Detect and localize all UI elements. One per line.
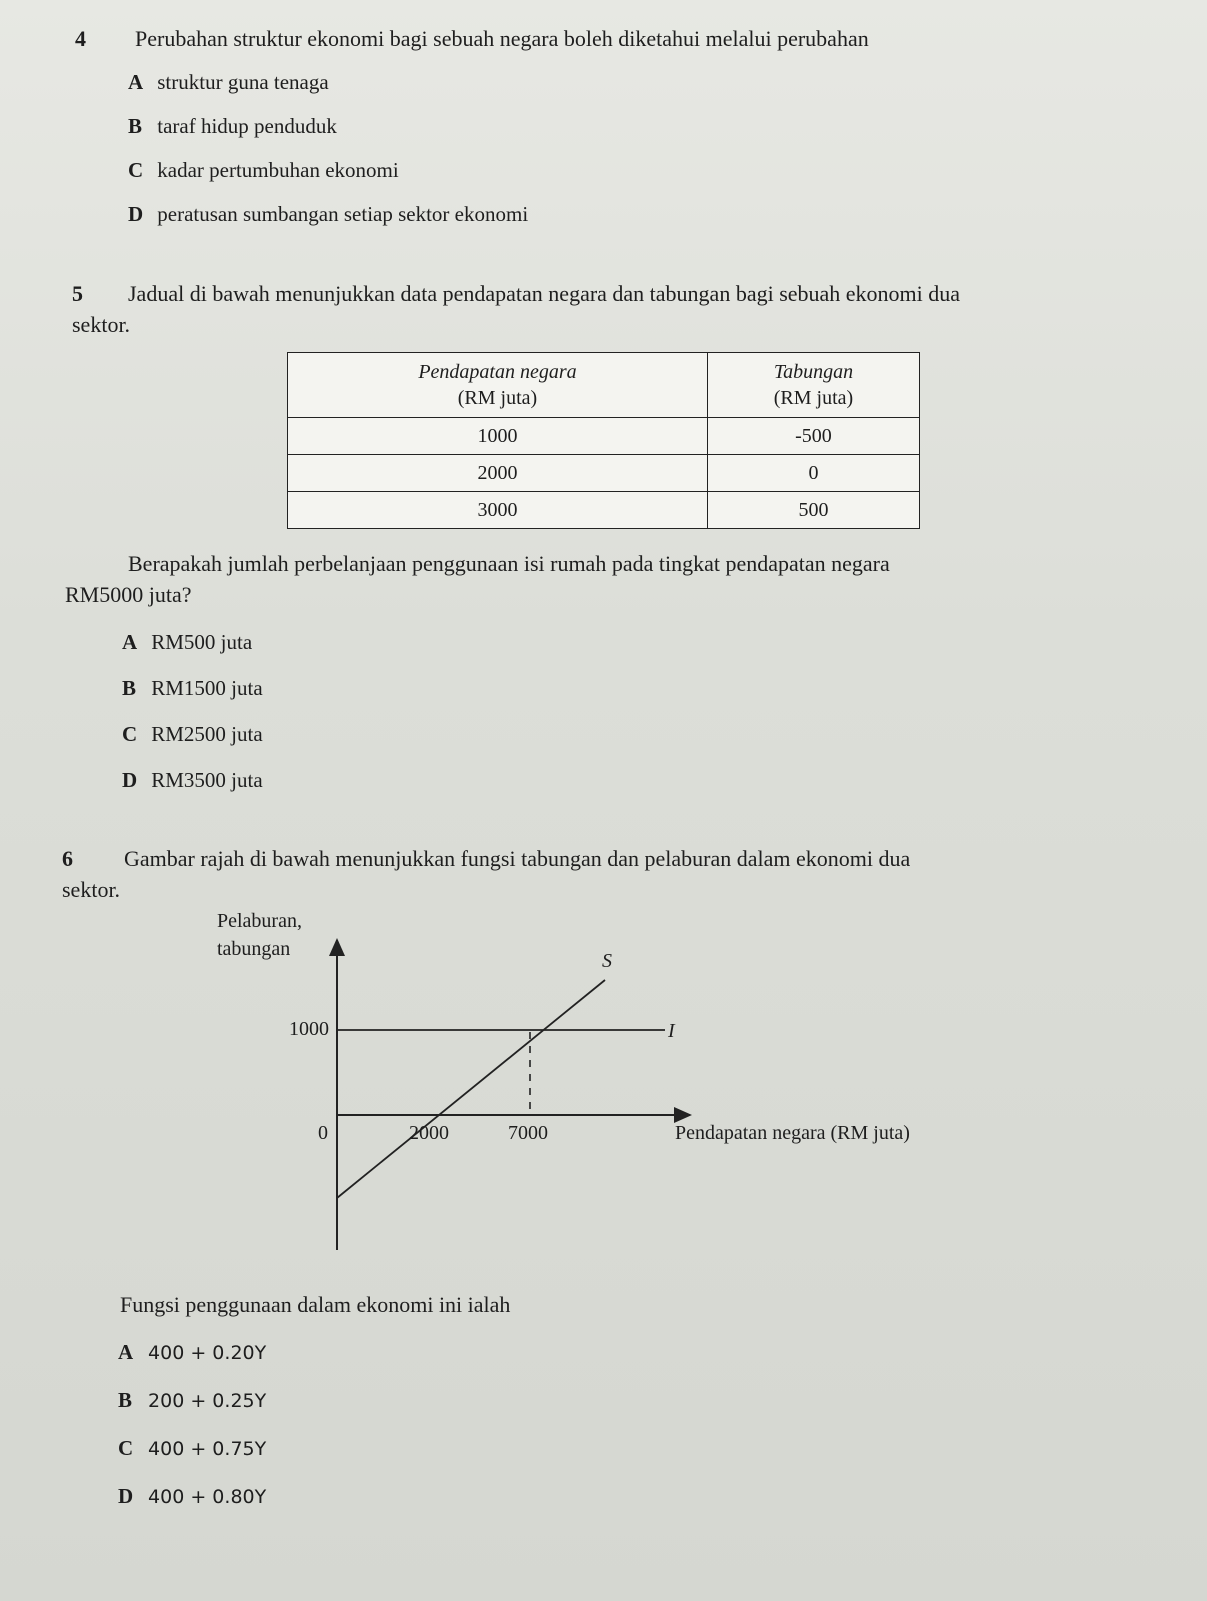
q6-option-a[interactable] — [118, 1340, 266, 1365]
y-tick-label: 1000 — [289, 1018, 329, 1040]
q5-option-b-text: RM1500 juta — [151, 676, 263, 700]
q6-option-b-letter: B — [118, 1388, 133, 1412]
q5-option-c-letter: C — [122, 722, 138, 746]
question-6-text-line2: sektor. — [62, 877, 121, 902]
q4-option-a-letter: A — [128, 70, 144, 94]
question-5-prompt-line2: RM5000 juta? — [65, 582, 192, 607]
q5-option-b-letter: B — [122, 676, 137, 700]
question-5-text-line2: sektor. — [72, 312, 131, 337]
table-cell: 1000 — [288, 418, 708, 455]
q5-option-a[interactable] — [122, 630, 252, 655]
q4-option-b-text: taraf hidup penduduk — [157, 114, 337, 138]
diagram-lines — [200, 920, 1000, 1260]
table-cell: 3000 — [288, 492, 708, 529]
y-axis-label-line1: Pelaburan, — [217, 910, 302, 932]
q5-option-a-text: RM500 juta — [151, 630, 253, 654]
q4-option-c-letter: C — [128, 158, 144, 182]
q6-option-a-letter: A — [118, 1340, 134, 1364]
q6-option-d[interactable] — [118, 1484, 266, 1509]
q4-option-a-text: struktur guna tenaga — [157, 70, 329, 94]
table-cell: -500 — [707, 418, 919, 455]
table-header-income-unit: (RM juta) — [457, 387, 538, 409]
y-axis-label-line2: tabungan — [217, 938, 291, 960]
origin-label: 0 — [318, 1122, 328, 1144]
table-header-savings — [707, 353, 919, 418]
q6-option-b[interactable] — [118, 1388, 266, 1413]
q6-option-c[interactable] — [118, 1436, 266, 1461]
table-cell: 500 — [707, 492, 919, 529]
savings-line — [337, 980, 605, 1198]
q5-option-d-text: RM3500 juta — [151, 768, 263, 792]
table-header-savings-title: Tabungan — [773, 361, 854, 383]
question-5-stem — [72, 281, 960, 307]
q5-option-b[interactable] — [122, 676, 263, 701]
q4-option-d-text: peratusan sumbangan setiap sektor ekonomi — [157, 202, 529, 226]
question-4-text: Perubahan struktur ekonomi bagi sebuah negara boleh diketahui melalui perubahan — [135, 26, 869, 51]
q6-option-d-letter: D — [118, 1484, 134, 1508]
savings-line-label: S — [602, 950, 612, 972]
question-4-stem — [75, 26, 869, 52]
q5-option-d[interactable] — [122, 768, 263, 793]
q6-option-d-text: 400 + 0.80Y — [148, 1486, 267, 1508]
investment-line-label: I — [668, 1020, 675, 1042]
question-5-number: 5 — [72, 281, 83, 306]
income-savings-table — [287, 352, 920, 529]
q6-option-c-text: 400 + 0.75Y — [148, 1438, 267, 1460]
q4-option-d-letter: D — [128, 202, 144, 226]
question-6-prompt: Fungsi penggunaan dalam ekonomi ini ialah — [120, 1292, 511, 1317]
question-5-prompt-line1: Berapakah jumlah perbelanjaan penggunaan isi rumah pada tingkat pendapatan negara — [128, 551, 890, 576]
table-header-income-title: Pendapatan negara — [418, 361, 577, 383]
table-header-income — [288, 353, 708, 418]
q6-option-b-text: 200 + 0.25Y — [148, 1390, 267, 1412]
table-cell: 2000 — [288, 455, 708, 492]
q5-option-c[interactable] — [122, 722, 263, 747]
q6-option-a-text: 400 + 0.20Y — [148, 1342, 267, 1364]
table-cell: 0 — [707, 455, 919, 492]
x-tick-label-2: 7000 — [508, 1122, 548, 1144]
q4-option-b[interactable] — [128, 114, 337, 139]
table-header-savings-unit: (RM juta) — [773, 387, 854, 409]
table-row — [288, 455, 920, 492]
question-5-text-line1: Jadual di bawah menunjukkan data pendapatan negara dan tabungan bagi sebuah ekonomi dua — [128, 281, 961, 306]
question-6-stem — [62, 846, 910, 872]
x-tick-label-1: 2000 — [409, 1122, 449, 1144]
q4-option-c-text: kadar pertumbuhan ekonomi — [157, 158, 399, 182]
x-axis-label: Pendapatan negara (RM juta) — [675, 1122, 910, 1144]
q5-option-c-text: RM2500 juta — [151, 722, 263, 746]
q4-option-a[interactable] — [128, 70, 329, 95]
q4-option-d[interactable] — [128, 202, 528, 227]
table-header-row — [288, 353, 920, 418]
savings-investment-diagram — [200, 910, 1000, 1260]
question-4-number: 4 — [75, 26, 86, 51]
q5-option-a-letter: A — [122, 630, 138, 654]
q5-option-d-letter: D — [122, 768, 138, 792]
q4-option-c[interactable] — [128, 158, 399, 183]
q4-option-b-letter: B — [128, 114, 143, 138]
table-row — [288, 492, 920, 529]
question-6-number: 6 — [62, 846, 73, 871]
table-row — [288, 418, 920, 455]
question-6-text-line1: Gambar rajah di bawah menunjukkan fungsi tabungan dan pelaburan dalam ekonomi dua — [124, 846, 911, 871]
q6-option-c-letter: C — [118, 1436, 134, 1460]
